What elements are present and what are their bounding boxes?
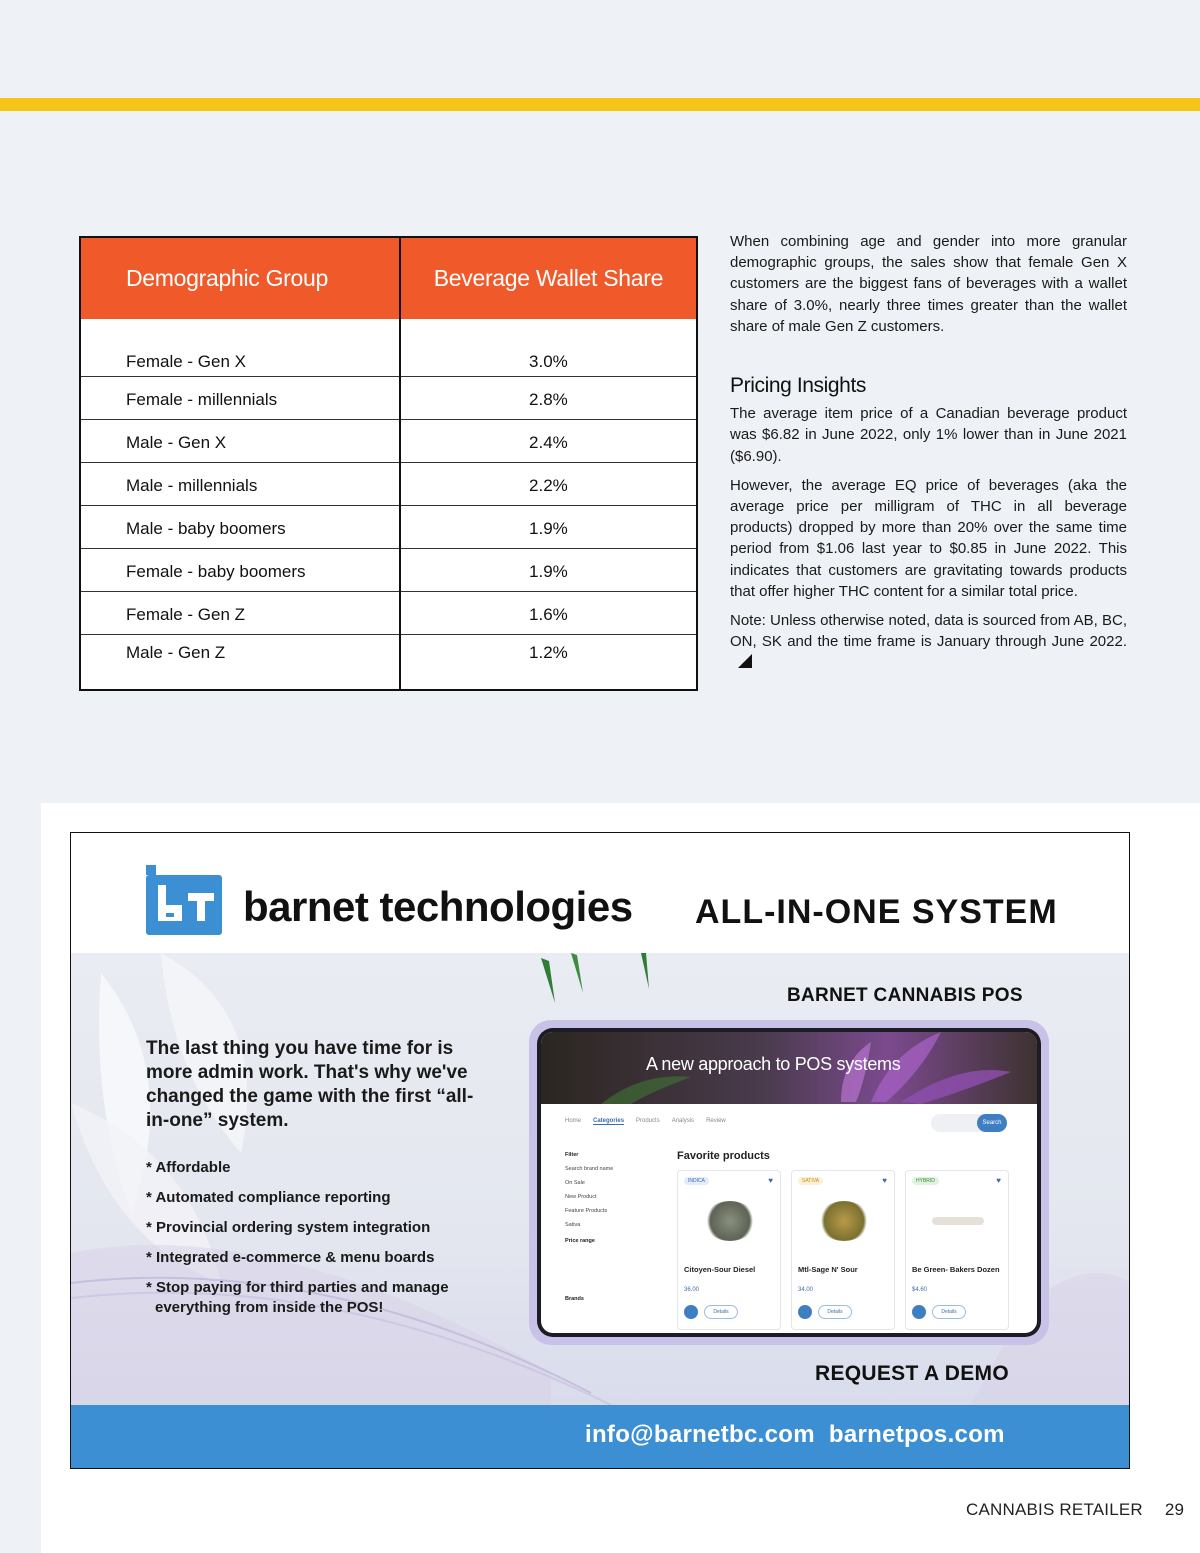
product-name: Citoyen-Sour Diesel xyxy=(684,1265,756,1274)
filter-title: Filter xyxy=(565,1152,579,1158)
filter-title: Brands xyxy=(565,1296,584,1302)
article-column xyxy=(730,231,1127,682)
table-row xyxy=(80,319,697,376)
ad-header xyxy=(71,833,1130,953)
favorites-title: Favorite products xyxy=(677,1150,770,1162)
cart-icon[interactable] xyxy=(798,1305,812,1319)
filter-search[interactable]: Search brand name xyxy=(565,1166,614,1172)
filter-option[interactable]: New Product xyxy=(565,1194,597,1200)
ad-footer xyxy=(71,1405,1130,1469)
publication-name: CANNABIS RETAILER xyxy=(966,1500,1143,1519)
tablet-mockup xyxy=(529,1020,1049,1345)
nav-item[interactable]: Products xyxy=(636,1118,660,1124)
product-image xyxy=(818,1201,870,1241)
hero-banner xyxy=(541,1032,1037,1104)
table-cell: 1.2% xyxy=(400,634,697,690)
intro-paragraph: When combining age and gender into more granular demographic groups, the sales show that female Gen X customers are the biggest fans of beverages with a wallet share of 3.0%, nearly three times greater than the wallet share of male Gen Z customers. xyxy=(730,233,1127,335)
feature-text-continued: everything from inside the POS! xyxy=(155,1299,384,1316)
product-name: Mtl-Sage N' Sour xyxy=(798,1265,858,1274)
product-card[interactable] xyxy=(791,1170,895,1330)
table-cell: 1.9% xyxy=(400,505,697,548)
cart-icon[interactable] xyxy=(684,1305,698,1319)
product-price: 36.00 xyxy=(684,1287,700,1293)
bt-logo-icon xyxy=(146,865,222,935)
page-footer xyxy=(966,1500,1184,1520)
contact-line xyxy=(585,1421,1019,1449)
table-row xyxy=(80,591,697,634)
feature-text: * Stop paying for third parties and manage xyxy=(146,1279,449,1296)
product-card[interactable] xyxy=(905,1170,1009,1330)
column-header: Beverage Wallet Share xyxy=(400,237,697,319)
email-link[interactable]: info@barnetbc.com xyxy=(585,1421,815,1448)
details-button[interactable]: Details xyxy=(704,1305,738,1319)
table-cell: Male - millennials xyxy=(80,462,400,505)
request-demo-label[interactable]: REQUEST A DEMO xyxy=(815,1362,1009,1385)
product-price: $4.60 xyxy=(912,1287,928,1293)
table-row xyxy=(80,376,697,419)
table-cell: Female - Gen X xyxy=(80,319,400,376)
table-header-row xyxy=(80,237,697,319)
heart-icon[interactable]: ♥ xyxy=(768,1176,773,1185)
hero-text: A new approach to POS systems xyxy=(646,1054,901,1074)
cart-icon[interactable] xyxy=(912,1305,926,1319)
nav-item[interactable]: Home xyxy=(565,1118,582,1124)
table-cell: Female - Gen Z xyxy=(80,591,400,634)
accent-bar xyxy=(0,98,1200,111)
end-mark-icon xyxy=(738,654,752,668)
feature-item: * Automated compliance reporting xyxy=(146,1189,391,1206)
details-button[interactable]: Details xyxy=(932,1305,966,1319)
ad-headline: The last thing you have time for is more admin work. That's why we've changed the game with the first “all-in-one” system. xyxy=(146,1038,474,1131)
filter-option[interactable]: Feature Products xyxy=(565,1208,608,1214)
ad-body xyxy=(71,953,1130,1405)
strain-badge: HYBRID xyxy=(912,1177,939,1185)
table-cell: Male - Gen X xyxy=(80,419,400,462)
filter-option[interactable]: Sativa xyxy=(565,1222,581,1228)
table-cell: 1.9% xyxy=(400,548,697,591)
product-image xyxy=(932,1217,984,1225)
product-name: Be Green- Bakers Dozen xyxy=(912,1265,1000,1274)
feature-item: * Provincial ordering system integration xyxy=(146,1219,431,1236)
column-header: Demographic Group xyxy=(80,237,400,319)
section-heading: Pricing Insights xyxy=(730,374,866,398)
paragraph: However, the average EQ price of beverages (aka the average price per milligram of THC in all beverage products) dropped by more than 20% over the same time period from $1.06 last year to $0.85 in June 2022. This indicates that customers are gravitating towards products that offer higher THC content for a similar total price. xyxy=(730,476,1127,600)
table-row xyxy=(80,462,697,505)
table-cell: 2.2% xyxy=(400,462,697,505)
demographic-table xyxy=(79,236,698,691)
nav-item[interactable]: Review xyxy=(706,1118,726,1124)
details-button[interactable]: Details xyxy=(818,1305,852,1319)
screen-nav xyxy=(565,1118,738,1124)
pos-label: BARNET CANNABIS POS xyxy=(787,985,1023,1006)
paragraph: The average item price of a Canadian beverage product was $6.82 in June 2022, only 1% lower than in June 2021 ($6.90). xyxy=(730,405,1127,465)
table-cell: Female - baby boomers xyxy=(80,548,400,591)
product-price: 34.00 xyxy=(798,1287,814,1293)
feature-list xyxy=(146,1158,449,1328)
product-image xyxy=(704,1201,756,1241)
page-number: 29 xyxy=(1164,1500,1185,1519)
heart-icon[interactable]: ♥ xyxy=(882,1176,887,1185)
table-cell: Male - Gen Z xyxy=(80,634,400,690)
strain-badge: INDICA xyxy=(684,1177,709,1185)
strain-badge: SATIVA xyxy=(798,1177,823,1185)
table-cell: 2.8% xyxy=(400,376,697,419)
table-row xyxy=(80,548,697,591)
table-cell: 2.4% xyxy=(400,419,697,462)
product-card[interactable] xyxy=(677,1170,781,1330)
feature-item xyxy=(146,1278,449,1318)
brand-name: barnet technologies xyxy=(243,883,633,930)
nav-item[interactable]: Analysis xyxy=(671,1118,695,1124)
nav-item-active[interactable]: Categories xyxy=(593,1118,625,1124)
filter-panel xyxy=(565,1152,657,1310)
filter-option[interactable]: On Sale xyxy=(565,1180,585,1186)
feature-item: * Integrated e-commerce & menu boards xyxy=(146,1249,435,1266)
pos-screen xyxy=(541,1032,1037,1333)
table-row xyxy=(80,505,697,548)
table-cell: Female - millennials xyxy=(80,376,400,419)
note-text: Note: Unless otherwise noted, data is sourced from AB, BC, ON, SK and the time frame is January through June 2022. xyxy=(730,612,1127,651)
website-link[interactable]: barnetpos.com xyxy=(828,1421,1005,1448)
brand-tagline: ALL-IN-ONE SYSTEM xyxy=(695,893,1058,931)
advertisement[interactable] xyxy=(70,832,1130,1469)
filter-title: Price range xyxy=(565,1238,595,1244)
note-paragraph xyxy=(730,610,1127,674)
tablet-bezel xyxy=(537,1028,1041,1337)
table-cell: 3.0% xyxy=(529,351,568,371)
table-cell: Male - baby boomers xyxy=(80,505,400,548)
screen-search-button[interactable]: Search xyxy=(977,1114,1007,1132)
table-cell: 1.6% xyxy=(400,591,697,634)
feature-item: * Affordable xyxy=(146,1159,231,1176)
table-row xyxy=(80,419,697,462)
table-row xyxy=(80,634,697,690)
heart-icon[interactable]: ♥ xyxy=(996,1176,1001,1185)
